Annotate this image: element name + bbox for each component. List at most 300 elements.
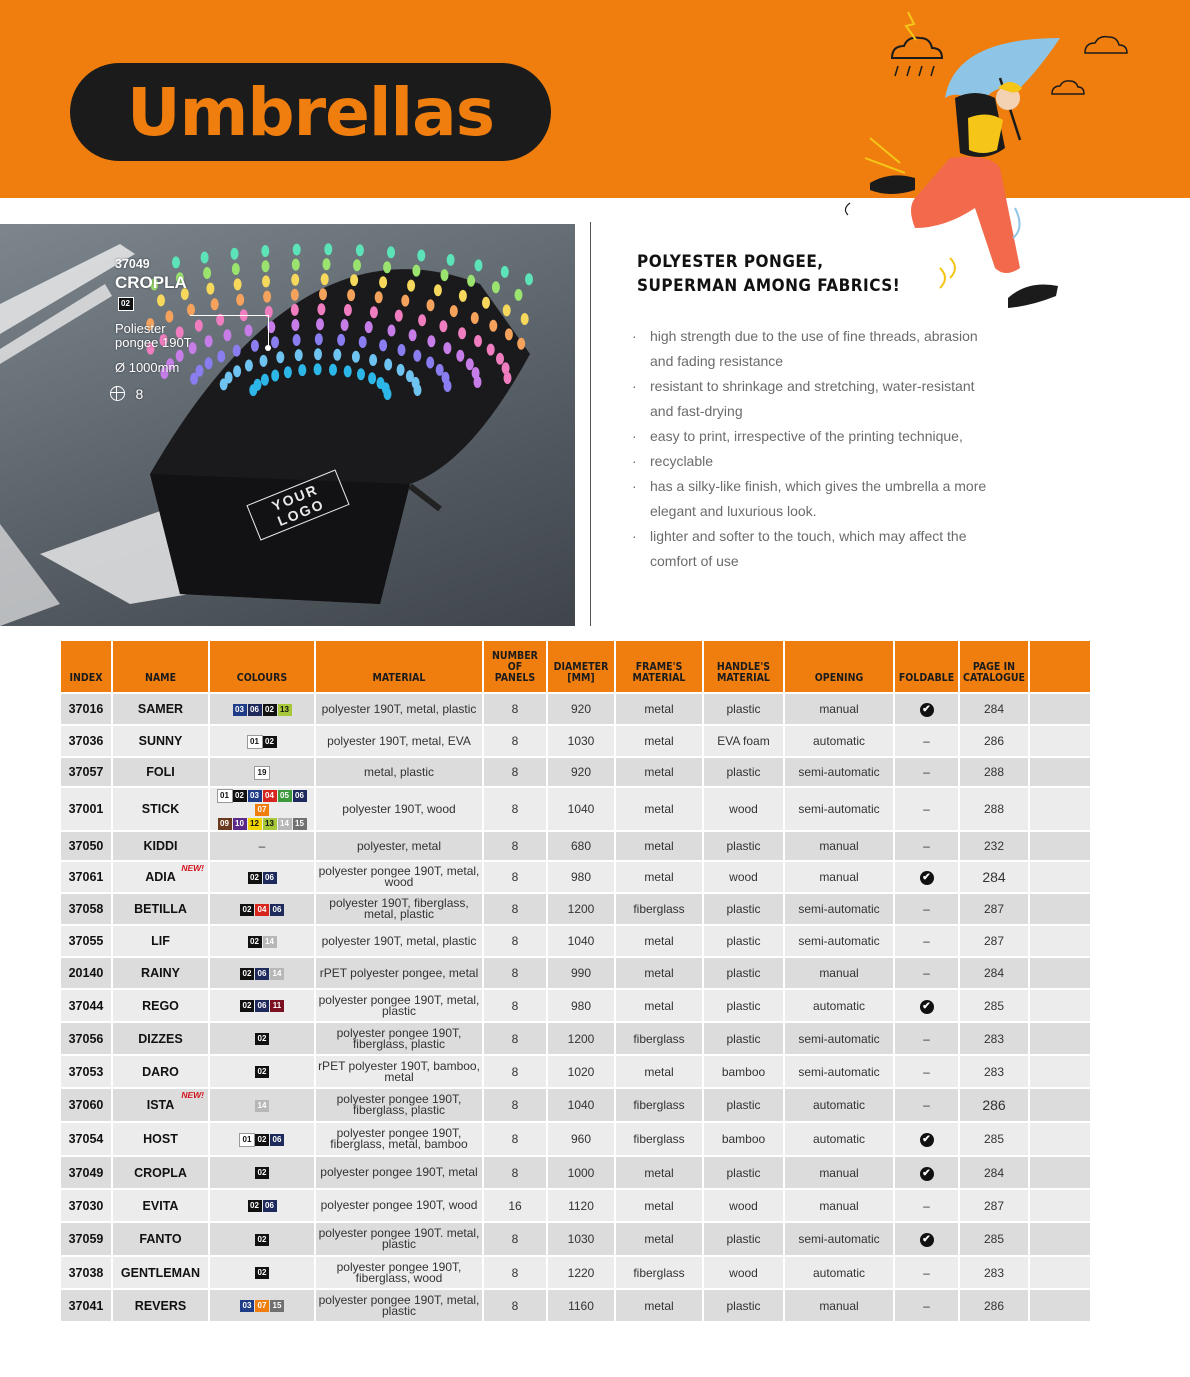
raindrop-pattern bbox=[417, 250, 425, 262]
diameter-cell: 960 bbox=[548, 1121, 616, 1155]
raindrop-pattern bbox=[291, 304, 299, 316]
index-cell: 37060 bbox=[61, 1087, 113, 1121]
foldable-cell bbox=[895, 830, 960, 860]
empty-cell bbox=[1030, 860, 1092, 892]
frame-cell: fiberglass bbox=[616, 892, 704, 924]
handle-cell: plastic bbox=[704, 892, 785, 924]
colour-swatch: 02 bbox=[118, 297, 134, 311]
colour-swatch: 02 bbox=[248, 872, 262, 884]
colour-swatch: 04 bbox=[255, 904, 269, 916]
panels-cell: 8 bbox=[484, 1255, 548, 1288]
column-header: NUMBER OF PANELS bbox=[484, 641, 548, 692]
raindrop-pattern bbox=[233, 345, 241, 357]
raindrop-pattern bbox=[236, 294, 244, 306]
raindrop-pattern bbox=[187, 304, 195, 316]
raindrop-pattern bbox=[407, 280, 415, 292]
foldable-value: – bbox=[923, 902, 930, 916]
headline-line: SUPERMAN AMONG FABRICS! bbox=[637, 276, 901, 296]
raindrop-pattern bbox=[383, 261, 391, 273]
page-cell: 288 bbox=[960, 756, 1030, 786]
table-row bbox=[61, 988, 1092, 1021]
raindrop-pattern bbox=[196, 365, 204, 377]
material-cell: polyester 190T, metal, plastic bbox=[316, 924, 484, 956]
handle-cell: wood bbox=[704, 860, 785, 892]
product-name: FOLI bbox=[146, 765, 175, 779]
product-name: EVITA bbox=[142, 1198, 179, 1213]
panels-cell: 8 bbox=[484, 830, 548, 860]
product-name: ADIA bbox=[145, 870, 176, 884]
raindrop-pattern bbox=[291, 289, 299, 301]
diameter-cell: 920 bbox=[548, 756, 616, 786]
page-cell: 288 bbox=[960, 786, 1030, 830]
raindrop-pattern bbox=[384, 388, 392, 400]
colours-cell bbox=[210, 692, 316, 724]
colours-cell: – bbox=[210, 830, 316, 860]
colour-swatch: 02 bbox=[255, 1033, 269, 1045]
raindrop-pattern bbox=[365, 321, 373, 333]
product-name: BETILLA bbox=[134, 902, 187, 916]
raindrop-pattern bbox=[505, 328, 513, 340]
raindrop-pattern bbox=[525, 273, 533, 285]
raindrop-pattern bbox=[439, 320, 447, 332]
material-cell: polyester 190T, metal, plastic bbox=[316, 692, 484, 724]
colours-cell bbox=[210, 786, 316, 830]
foldable-cell bbox=[895, 956, 960, 988]
raindrop-pattern bbox=[329, 364, 337, 376]
colours-cell bbox=[210, 756, 316, 786]
checkmark-icon: ✔ bbox=[920, 1233, 934, 1247]
material-cell: polyester pongee 190T, wood bbox=[316, 1188, 484, 1221]
opening-cell: semi-automatic bbox=[785, 924, 895, 956]
product-name: FANTO bbox=[139, 1232, 182, 1246]
material-cell: polyester pongee 190T, metal, plastic bbox=[316, 1288, 484, 1321]
handle-cell: bamboo bbox=[704, 1121, 785, 1155]
colour-swatch: 03 bbox=[248, 790, 262, 802]
feature-index: 37049 bbox=[115, 257, 150, 271]
product-name: DIZZES bbox=[138, 1031, 183, 1046]
panels-cell: 8 bbox=[484, 860, 548, 892]
raindrop-pattern bbox=[262, 275, 270, 287]
handle-cell: plastic bbox=[704, 924, 785, 956]
raindrop-pattern bbox=[375, 291, 383, 303]
title-pill bbox=[70, 63, 551, 161]
foldable-value: – bbox=[923, 765, 930, 779]
raindrop-pattern bbox=[427, 335, 435, 347]
feature-diameter: Ø 1000mm bbox=[115, 360, 180, 375]
raindrop-pattern bbox=[292, 259, 300, 271]
diameter-cell: 1220 bbox=[548, 1255, 616, 1288]
foldable-value: – bbox=[923, 966, 930, 980]
opening-cell: semi-automatic bbox=[785, 786, 895, 830]
product-name: HOST bbox=[143, 1132, 178, 1146]
product-name: ISTA bbox=[146, 1098, 175, 1112]
column-header: MATERIAL bbox=[316, 641, 484, 692]
colours-cell bbox=[210, 1255, 316, 1288]
raindrop-pattern bbox=[323, 258, 331, 270]
column-header: HANDLE'S MATERIAL bbox=[704, 641, 785, 692]
new-badge: NEW! bbox=[181, 1090, 204, 1100]
colour-swatch: 01 bbox=[218, 790, 232, 802]
panels-cell: 8 bbox=[484, 786, 548, 830]
colour-swatch: 06 bbox=[248, 704, 262, 716]
raindrop-pattern bbox=[414, 384, 422, 396]
raindrop-pattern bbox=[276, 351, 284, 363]
feature-colour-badge bbox=[117, 295, 134, 313]
handle-cell: plastic bbox=[704, 1021, 785, 1054]
index-cell: 37054 bbox=[61, 1121, 113, 1155]
diameter-cell: 1040 bbox=[548, 786, 616, 830]
foldable-value: – bbox=[923, 1198, 930, 1213]
product-name: REVERS bbox=[134, 1298, 187, 1313]
checkmark-icon: ✔ bbox=[920, 703, 934, 717]
checkmark-icon: ✔ bbox=[920, 1167, 934, 1181]
foldable-value: – bbox=[923, 734, 930, 748]
checkmark-icon: ✔ bbox=[920, 871, 934, 885]
raindrop-pattern bbox=[409, 329, 417, 341]
name-cell bbox=[113, 756, 210, 786]
raindrop-pattern bbox=[388, 325, 396, 337]
material-cell: polyester pongee 190T, metal bbox=[316, 1155, 484, 1188]
fabric-benefits-list bbox=[632, 324, 992, 574]
foldable-cell bbox=[895, 1288, 960, 1321]
index-cell: 37055 bbox=[61, 924, 113, 956]
index-cell: 37050 bbox=[61, 830, 113, 860]
product-name: SAMER bbox=[137, 702, 184, 716]
foldable-value: – bbox=[923, 934, 930, 948]
colour-swatch: 14 bbox=[263, 936, 277, 948]
foldable-cell bbox=[895, 692, 960, 724]
column-header: FOLDABLE bbox=[895, 641, 960, 692]
name-cell bbox=[113, 1121, 210, 1155]
empty-cell bbox=[1030, 1255, 1092, 1288]
product-name: SUNNY bbox=[138, 734, 183, 748]
frame-cell: metal bbox=[616, 956, 704, 988]
panels-cell: 8 bbox=[484, 724, 548, 756]
table-row bbox=[61, 924, 1092, 956]
colours-cell bbox=[210, 892, 316, 924]
column-header bbox=[1030, 641, 1092, 692]
handle-cell: plastic bbox=[704, 988, 785, 1021]
colour-swatch: 07 bbox=[255, 1300, 269, 1312]
index-cell: 37057 bbox=[61, 756, 113, 786]
raindrop-pattern bbox=[357, 368, 365, 380]
colour-swatch: 14 bbox=[255, 1100, 269, 1112]
diameter-cell: 1020 bbox=[548, 1054, 616, 1087]
frame-cell: fiberglass bbox=[616, 1087, 704, 1121]
colour-swatch: 06 bbox=[263, 872, 277, 884]
raindrop-pattern bbox=[395, 310, 403, 322]
colour-swatch: 10 bbox=[233, 818, 247, 830]
colour-swatch: 07 bbox=[255, 804, 269, 816]
raindrop-pattern bbox=[515, 289, 523, 301]
frame-cell: metal bbox=[616, 692, 704, 724]
raindrop-pattern bbox=[157, 294, 165, 306]
callout-dot bbox=[265, 345, 271, 351]
diameter-cell: 1160 bbox=[548, 1288, 616, 1321]
raindrop-pattern bbox=[474, 335, 482, 347]
table-row bbox=[61, 786, 1092, 830]
umbrella-product-table bbox=[61, 641, 1092, 1321]
index-cell: 37061 bbox=[61, 860, 113, 892]
colours-cell bbox=[210, 1288, 316, 1321]
opening-cell: automatic bbox=[785, 724, 895, 756]
colour-swatch: 13 bbox=[263, 818, 277, 830]
table-row bbox=[61, 1288, 1092, 1321]
empty-cell bbox=[1030, 924, 1092, 956]
opening-cell: manual bbox=[785, 1188, 895, 1221]
material-cell: polyester pongee 190T, fiberglass, plastic bbox=[316, 1021, 484, 1054]
handle-cell: bamboo bbox=[704, 1054, 785, 1087]
panels-cell: 16 bbox=[484, 1188, 548, 1221]
table-row bbox=[61, 830, 1092, 860]
raindrop-pattern bbox=[225, 372, 233, 384]
opening-cell: semi-automatic bbox=[785, 892, 895, 924]
raindrop-pattern bbox=[298, 364, 306, 376]
colours-cell bbox=[210, 988, 316, 1021]
foldable-value: – bbox=[923, 802, 930, 816]
handle-cell: wood bbox=[704, 1188, 785, 1221]
raindrop-pattern bbox=[504, 372, 512, 384]
colour-swatch: 03 bbox=[233, 704, 247, 716]
table-row bbox=[61, 1121, 1092, 1155]
checkmark-icon: ✔ bbox=[920, 1000, 934, 1014]
foldable-cell bbox=[895, 860, 960, 892]
foldable-value: – bbox=[923, 1031, 930, 1046]
panels-icon bbox=[110, 386, 125, 401]
foldable-cell bbox=[895, 1054, 960, 1087]
raindrop-pattern bbox=[211, 298, 219, 310]
opening-cell: semi-automatic bbox=[785, 1054, 895, 1087]
handle-cell: plastic bbox=[704, 1221, 785, 1255]
colour-swatch: 02 bbox=[255, 1234, 269, 1246]
empty-cell bbox=[1030, 830, 1092, 860]
opening-cell: semi-automatic bbox=[785, 1221, 895, 1255]
index-cell: 37053 bbox=[61, 1054, 113, 1087]
table-row bbox=[61, 1021, 1092, 1054]
diameter-cell: 1030 bbox=[548, 724, 616, 756]
feature-material: Poliester pongee 190T bbox=[115, 321, 192, 350]
handle-cell: plastic bbox=[704, 956, 785, 988]
foldable-value: – bbox=[923, 1098, 930, 1112]
name-cell bbox=[113, 1155, 210, 1188]
colour-swatch: 02 bbox=[263, 704, 277, 716]
colours-cell bbox=[210, 860, 316, 892]
product-name: STICK bbox=[141, 802, 180, 816]
raindrop-pattern bbox=[261, 374, 269, 386]
colour-swatch: 01 bbox=[248, 736, 262, 748]
umbrella-logo-print: YOUR LOGO bbox=[246, 469, 349, 540]
diameter-cell: 1200 bbox=[548, 1021, 616, 1054]
colour-swatch: 02 bbox=[233, 790, 247, 802]
handle-cell: plastic bbox=[704, 1087, 785, 1121]
feature-name: CROPLA bbox=[115, 273, 187, 292]
frame-cell: fiberglass bbox=[616, 1255, 704, 1288]
colour-swatch: 02 bbox=[248, 1200, 262, 1212]
foldable-cell bbox=[895, 1021, 960, 1054]
diameter-cell: 1030 bbox=[548, 1221, 616, 1255]
colour-swatch: 02 bbox=[255, 1167, 269, 1179]
panels-cell: 8 bbox=[484, 1121, 548, 1155]
empty-cell bbox=[1030, 1155, 1092, 1188]
raindrop-pattern bbox=[397, 364, 405, 376]
raindrop-pattern bbox=[291, 319, 299, 331]
raindrop-pattern bbox=[314, 348, 322, 360]
page-title: Umbrellas bbox=[127, 73, 494, 151]
name-cell bbox=[113, 786, 210, 830]
benefit-item: · resistant to shrinkage and stretching, water-resistant and fast-drying bbox=[632, 374, 992, 424]
handle-cell: wood bbox=[704, 1255, 785, 1288]
colour-swatch: 19 bbox=[255, 767, 269, 779]
empty-cell bbox=[1030, 692, 1092, 724]
raindrop-pattern bbox=[291, 274, 299, 286]
index-cell: 20140 bbox=[61, 956, 113, 988]
raindrop-pattern bbox=[344, 365, 352, 377]
raindrop-pattern bbox=[314, 363, 322, 375]
opening-cell: manual bbox=[785, 692, 895, 724]
colour-swatch: 13 bbox=[278, 704, 292, 716]
raindrop-pattern bbox=[359, 336, 367, 348]
handle-cell: plastic bbox=[704, 1288, 785, 1321]
colour-swatch: 06 bbox=[270, 904, 284, 916]
index-cell: 37036 bbox=[61, 724, 113, 756]
colour-swatch: 02 bbox=[240, 1000, 254, 1012]
raindrop-pattern bbox=[441, 269, 449, 281]
raindrop-pattern bbox=[521, 313, 529, 325]
colour-swatch: 01 bbox=[240, 1134, 254, 1146]
opening-cell: semi-automatic bbox=[785, 756, 895, 786]
column-header: INDEX bbox=[61, 641, 113, 692]
index-cell: 37038 bbox=[61, 1255, 113, 1288]
colour-swatch: 09 bbox=[218, 818, 232, 830]
raindrop-pattern bbox=[401, 295, 409, 307]
raindrop-pattern bbox=[387, 246, 395, 258]
frame-cell: metal bbox=[616, 988, 704, 1021]
name-cell bbox=[113, 1087, 210, 1121]
raindrop-pattern bbox=[324, 243, 332, 255]
raindrop-pattern bbox=[295, 349, 303, 361]
colours-cell bbox=[210, 956, 316, 988]
frame-cell: fiberglass bbox=[616, 1121, 704, 1155]
callout-line bbox=[190, 315, 268, 316]
product-name: REGO bbox=[142, 998, 179, 1013]
column-header: OPENING bbox=[785, 641, 895, 692]
benefit-item: · lighter and softer to the touch, which may affect the comfort of use bbox=[632, 524, 992, 574]
empty-cell bbox=[1030, 786, 1092, 830]
name-cell bbox=[113, 724, 210, 756]
checkmark-icon: ✔ bbox=[920, 1133, 934, 1147]
raindrop-pattern bbox=[459, 290, 467, 302]
foldable-cell bbox=[895, 924, 960, 956]
name-cell bbox=[113, 692, 210, 724]
handle-cell: EVA foam bbox=[704, 724, 785, 756]
frame-cell: metal bbox=[616, 924, 704, 956]
colours-cell bbox=[210, 1121, 316, 1155]
empty-cell bbox=[1030, 756, 1092, 786]
raindrop-pattern bbox=[384, 359, 392, 371]
raindrop-pattern bbox=[293, 244, 301, 256]
panels-cell: 8 bbox=[484, 892, 548, 924]
foldable-cell bbox=[895, 786, 960, 830]
empty-cell bbox=[1030, 892, 1092, 924]
opening-cell: automatic bbox=[785, 1255, 895, 1288]
diameter-cell: 1000 bbox=[548, 1155, 616, 1188]
product-photo bbox=[0, 224, 575, 626]
raindrop-pattern bbox=[245, 325, 253, 337]
panels-cell: 8 bbox=[484, 988, 548, 1021]
frame-cell: metal bbox=[616, 1054, 704, 1087]
raindrop-pattern bbox=[466, 358, 474, 370]
panels-cell: 8 bbox=[484, 1054, 548, 1087]
opening-cell: manual bbox=[785, 956, 895, 988]
raindrop-pattern bbox=[203, 267, 211, 279]
colour-swatch: 02 bbox=[248, 936, 262, 948]
raindrop-pattern bbox=[271, 336, 279, 348]
empty-cell bbox=[1030, 956, 1092, 988]
product-name: CROPLA bbox=[134, 1165, 187, 1180]
empty-cell bbox=[1030, 1021, 1092, 1054]
material-cell: metal, plastic bbox=[316, 756, 484, 786]
raindrop-pattern bbox=[456, 350, 464, 362]
handle-cell: plastic bbox=[704, 1155, 785, 1188]
foldable-cell bbox=[895, 892, 960, 924]
index-cell: 37041 bbox=[61, 1288, 113, 1321]
raindrop-pattern bbox=[426, 357, 434, 369]
raindrop-pattern bbox=[231, 248, 239, 260]
opening-cell: manual bbox=[785, 830, 895, 860]
page-cell: 285 bbox=[960, 1121, 1030, 1155]
colours-cell bbox=[210, 1021, 316, 1054]
foldable-cell bbox=[895, 756, 960, 786]
table-row bbox=[61, 956, 1092, 988]
foldable-cell bbox=[895, 1255, 960, 1288]
handle-cell: plastic bbox=[704, 830, 785, 860]
opening-cell: manual bbox=[785, 1155, 895, 1188]
colour-swatch: 02 bbox=[255, 1134, 269, 1146]
raindrop-pattern bbox=[482, 297, 490, 309]
colour-swatch: 06 bbox=[255, 968, 269, 980]
benefit-item: · easy to print, irrespective of the printing technique, bbox=[632, 424, 992, 449]
panels-cell: 8 bbox=[484, 1288, 548, 1321]
colours-cell bbox=[210, 1155, 316, 1188]
material-cell: polyester pongee 190T, metal, plastic bbox=[316, 988, 484, 1021]
colour-swatch: 04 bbox=[263, 790, 277, 802]
raindrop-pattern bbox=[223, 329, 231, 341]
name-cell bbox=[113, 860, 210, 892]
raindrop-pattern bbox=[517, 338, 525, 350]
raindrop-pattern bbox=[444, 380, 452, 392]
page-cell: 286 bbox=[960, 724, 1030, 756]
colour-swatch: 05 bbox=[278, 790, 292, 802]
raindrop-pattern bbox=[379, 276, 387, 288]
raindrop-pattern bbox=[368, 372, 376, 384]
product-name: LIF bbox=[151, 934, 170, 948]
fabric-headline bbox=[637, 250, 900, 298]
handle-cell: plastic bbox=[704, 692, 785, 724]
colour-swatch: 12 bbox=[248, 818, 262, 830]
raindrop-pattern bbox=[316, 318, 324, 330]
diameter-cell: 1120 bbox=[548, 1188, 616, 1221]
empty-cell bbox=[1030, 1288, 1092, 1321]
raindrop-pattern bbox=[503, 304, 511, 316]
colour-swatch: 06 bbox=[263, 1200, 277, 1212]
diameter-cell: 1040 bbox=[548, 1087, 616, 1121]
table-row bbox=[61, 724, 1092, 756]
page-cell: 286 bbox=[960, 1087, 1030, 1121]
page-cell: 283 bbox=[960, 1054, 1030, 1087]
page-cell: 284 bbox=[960, 692, 1030, 724]
raindrop-pattern bbox=[379, 339, 387, 351]
name-cell bbox=[113, 1288, 210, 1321]
